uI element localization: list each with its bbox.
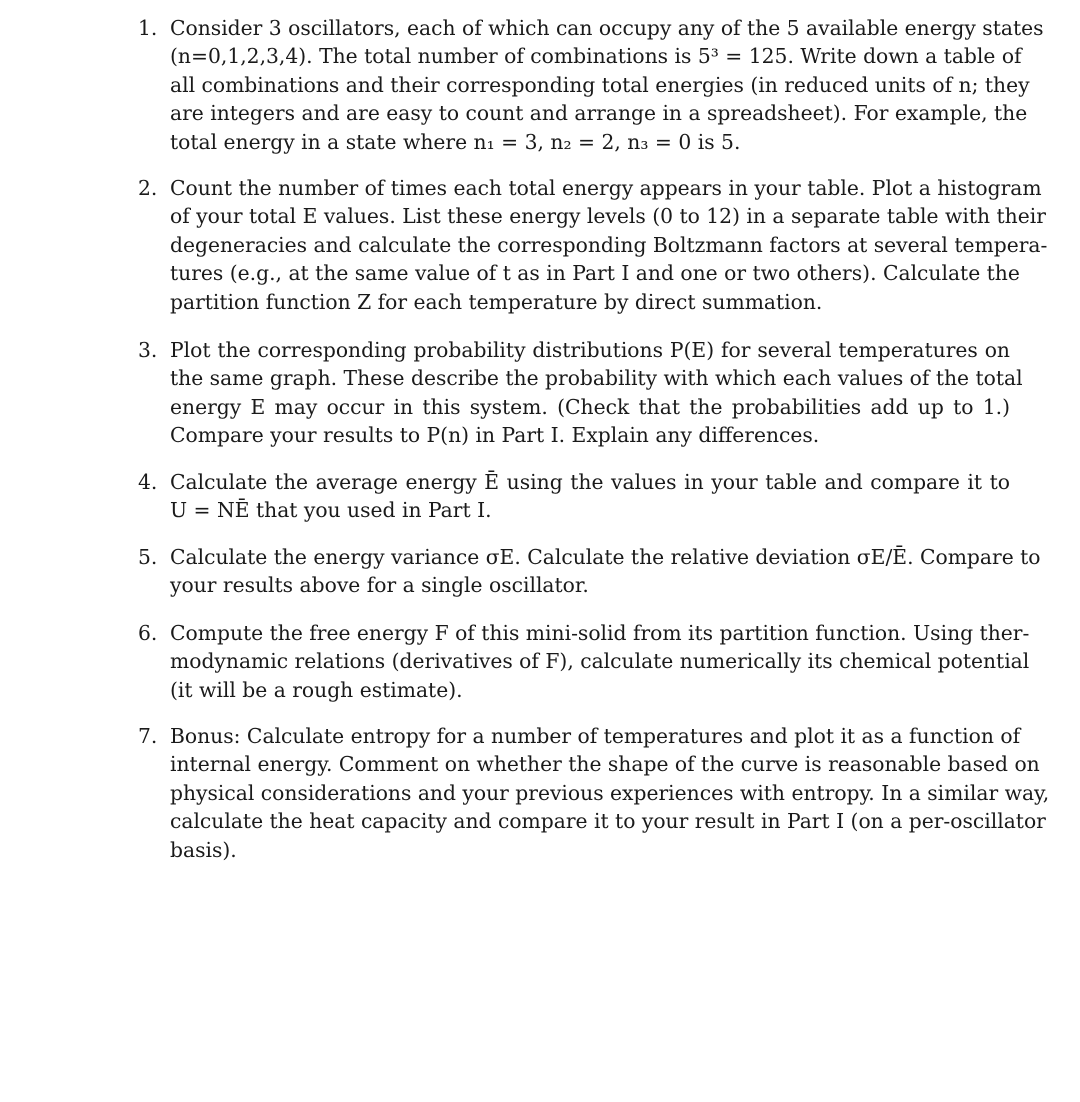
text-line: Compute the free energy F of this mini-solid from its partition function. Using ther- [170,621,1030,645]
text-line: Plot the corresponding probability distributions P(E) for several temperatures on [170,338,1010,362]
list-item-7 [138,722,1050,864]
text-line: are integers and are easy to count and arrange in a spreadsheet). For example, the [170,101,1028,126]
text-line: (n=0,1,2,3,4). The total number of combinations is 5³ = 125. Write down a table of [170,44,1022,69]
item-number: 4. [138,470,158,494]
text-line: your results above for a single oscillator. [170,573,589,598]
item-number: 2. [138,176,158,200]
text-line: basis). [170,837,237,862]
text-line: Bonus: Calculate entropy for a number of temperatures and plot it as a function of [170,724,1021,748]
list-item-1 [138,14,1044,156]
text-line: Calculate the energy variance σE. Calculate the relative deviation σE/Ē. Compare to [170,545,1041,569]
list-item-4 [138,468,1010,525]
item-number: 5. [138,545,158,569]
text-line: physical considerations and your previous experiences with entropy. In a similar way, [170,780,1050,805]
text-line: tures (e.g., at the same value of t as in Part I and one or two others). Calculate the [170,261,1020,286]
text-line: of your total E values. List these energy levels (0 to 12) in a separate table with their [170,204,1046,229]
text-line: U = NĒ that you used in Part I. [170,498,492,523]
text-line: internal energy. Comment on whether the shape of the curve is reasonable based on [170,752,1040,777]
item-number: 3. [138,338,158,362]
text-line: Calculate the average energy Ē using the values in your table and compare it to [170,470,1010,494]
list-item-5 [138,543,1041,600]
text-line: all combinations and their corresponding total energies (in reduced units of n; they [170,72,1030,97]
text-line: the same graph. These describe the probability with which each values of the total [170,366,1023,391]
text-line: Count the number of times each total energy appears in your table. Plot a histogram [170,176,1042,200]
text-line: (it will be a rough estimate). [170,677,463,702]
text-line: total energy in a state where n₁ = 3, n₂ = 2, n₃ = 0 is 5. [170,129,741,154]
text-line: energy E may occur in this system. (Check that the probabilities add up to 1.) [170,394,1010,419]
text-line: degeneracies and calculate the corresponding Boltzmann factors at several tempera- [170,232,1048,257]
text-line: Compare your results to P(n) in Part I. Explain any differences. [170,423,820,448]
text-line: calculate the heat capacity and compare it to your result in Part I (on a per-oscillator [170,809,1046,834]
text-line: Consider 3 oscillators, each of which can occupy any of the 5 available energy states [170,16,1044,40]
item-number: 6. [138,621,158,645]
list-item-6 [138,619,1030,704]
list-item-2 [138,174,1048,316]
list-item-3 [138,336,1023,450]
item-number: 1. [138,16,158,40]
text-line: modynamic relations (derivatives of F), calculate numerically its chemical potential [170,649,1030,674]
text-line: partition function Z for each temperature by direct summation. [170,289,823,314]
item-number: 7. [138,724,158,748]
